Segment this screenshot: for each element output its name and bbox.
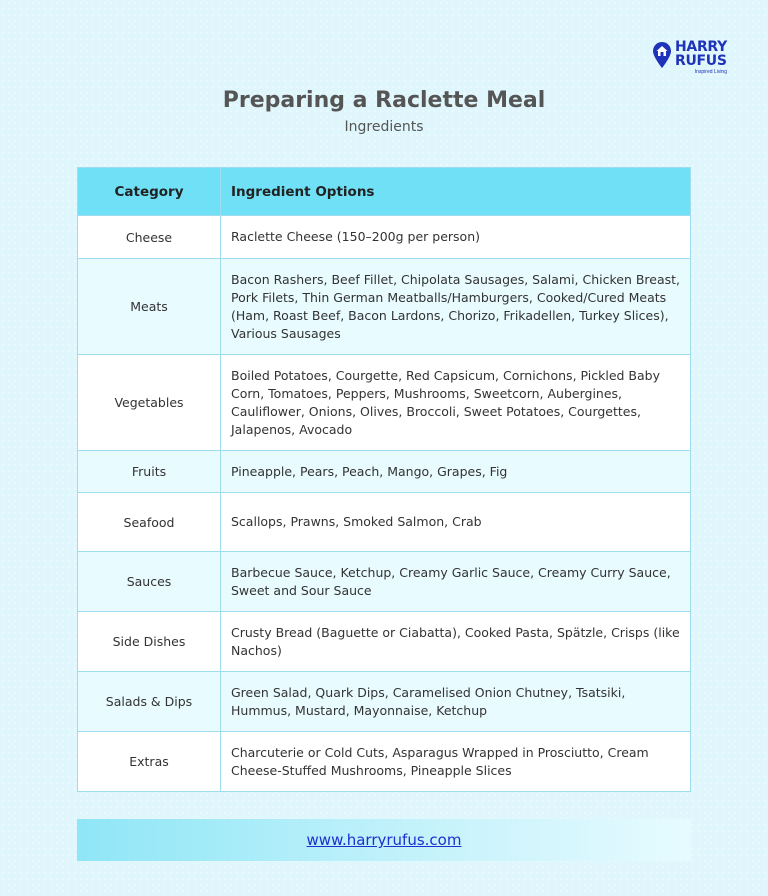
category-cell: Side Dishes: [78, 612, 221, 672]
category-cell: Vegetables: [78, 355, 221, 451]
category-cell: Sauces: [78, 552, 221, 612]
options-cell: Raclette Cheese (150–200g per person): [221, 216, 691, 259]
table-header-row: [78, 168, 691, 216]
category-cell: Meats: [78, 259, 221, 355]
house-pin-icon: [652, 41, 672, 69]
table-row: [78, 355, 691, 451]
table-row: [78, 451, 691, 493]
options-cell: Charcuterie or Cold Cuts, Asparagus Wrapped in Prosciutto, Cream Cheese-Stuffed Mushrooms, Pineapple Slices: [221, 732, 691, 792]
logo-tagline: Inspired Living: [694, 69, 727, 75]
footer-banner: [77, 819, 691, 861]
options-cell: Crusty Bread (Baguette or Ciabatta), Cooked Pasta, Spätzle, Crisps (like Nachos): [221, 612, 691, 672]
category-cell: Seafood: [78, 493, 221, 552]
category-cell: Cheese: [78, 216, 221, 259]
logo-line-1: HARRY: [675, 39, 727, 55]
category-cell: Fruits: [78, 451, 221, 493]
table-row: [78, 259, 691, 355]
options-cell: Barbecue Sauce, Ketchup, Creamy Garlic Sauce, Creamy Curry Sauce, Sweet and Sour Sauce: [221, 552, 691, 612]
options-cell: Green Salad, Quark Dips, Caramelised Onion Chutney, Tsatsiki, Hummus, Mustard, Mayonnaise, Ketchup: [221, 672, 691, 732]
table-row: [78, 732, 691, 792]
column-header-ingredient-options: Ingredient Options: [221, 168, 691, 216]
options-cell: Scallops, Prawns, Smoked Salmon, Crab: [221, 493, 691, 552]
logo-line-2: RUFUS: [675, 53, 727, 69]
table-row: [78, 612, 691, 672]
column-header-category: Category: [78, 168, 221, 216]
brand-logo: [652, 40, 736, 80]
table-row: [78, 552, 691, 612]
category-cell: Salads & Dips: [78, 672, 221, 732]
table-row: [78, 216, 691, 259]
table-row: [78, 493, 691, 552]
page-title: Preparing a Raclette Meal: [222, 88, 546, 113]
options-cell: Pineapple, Pears, Peach, Mango, Grapes, Fig: [221, 451, 691, 493]
category-cell: Extras: [78, 732, 221, 792]
options-cell: Boiled Potatoes, Courgette, Red Capsicum, Cornichons, Pickled Baby Corn, Tomatoes, Peppers, Mushrooms, Sweetcorn, Aubergines, Cauliflower, Onions, Olives, Broccoli, Sweet Potatoes, Courgettes, Jalapenos, Avocado: [221, 355, 691, 451]
page-subtitle: Ingredients: [344, 119, 424, 135]
ingredients-table: [77, 167, 691, 792]
table-row: [78, 672, 691, 732]
website-link[interactable]: www.harryrufus.com: [306, 831, 462, 849]
options-cell: Bacon Rashers, Beef Fillet, Chipolata Sausages, Salami, Chicken Breast, Pork Filets, Thin German Meatballs/Hamburgers, Cooked/Cured Meats (Ham, Roast Beef, Bacon Lardons, Chorizo, Frikadellen, Turkey Slices), Various Sausages: [221, 259, 691, 355]
